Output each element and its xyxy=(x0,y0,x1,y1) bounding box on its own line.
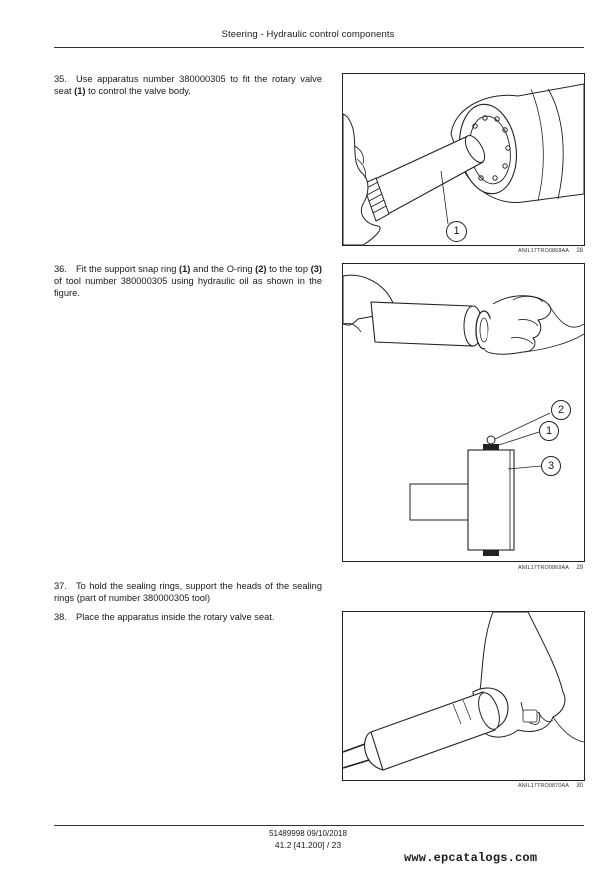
footer-page-line: 41.2 [41.200] / 23 xyxy=(274,840,342,850)
step-36 xyxy=(54,263,322,299)
figure-number: 30 xyxy=(576,783,583,789)
step-number: 37. xyxy=(54,581,67,591)
figure-number: 29 xyxy=(576,565,583,571)
watermark-link[interactable]: www.epcatalogs.com xyxy=(404,851,538,865)
figure-code: ANIL17TRO0869AA xyxy=(518,565,570,571)
callout-1: 1 xyxy=(446,221,467,242)
figure-30-illustration xyxy=(343,612,584,780)
figure-code: ANIL17TRO0870AA xyxy=(518,783,570,789)
step-text: Place the apparatus inside the rotary valve seat. xyxy=(76,612,275,622)
figure-29-illustration xyxy=(343,264,584,561)
step-37 xyxy=(54,580,322,604)
callout-2: 2 xyxy=(551,400,571,420)
figure-code: ANIL17TRO0868AA xyxy=(518,248,570,254)
step-text: Use apparatus number 380000305 to fit the rotary valve seat (1) to control the valve body. xyxy=(54,74,322,96)
step-text: Fit the support snap ring (1) and the O-ring (2) to the top (3) of tool number 380000305 using hydraulic oil as shown in the figure. xyxy=(54,264,322,298)
step-38 xyxy=(54,611,322,623)
callout-1: 1 xyxy=(539,421,559,441)
figure-number: 28 xyxy=(576,248,583,254)
figure-28 xyxy=(342,73,585,246)
header-rule xyxy=(54,47,584,48)
footer-rule xyxy=(54,825,584,826)
figure-29 xyxy=(342,263,585,562)
step-number: 36. xyxy=(54,264,67,274)
figure-28-illustration xyxy=(343,74,584,245)
callout-3: 3 xyxy=(541,456,561,476)
step-text: To hold the sealing rings, support the heads of the sealing rings (part of number 380000305 tool) xyxy=(54,581,322,603)
footer-doc-line: 51489998 09/10/2018 xyxy=(269,829,347,838)
step-35 xyxy=(54,73,322,97)
step-number: 38. xyxy=(54,612,67,622)
page-header-title: Steering - Hydraulic control components xyxy=(221,29,395,40)
step-number: 35. xyxy=(54,74,67,84)
figure-30 xyxy=(342,611,585,781)
